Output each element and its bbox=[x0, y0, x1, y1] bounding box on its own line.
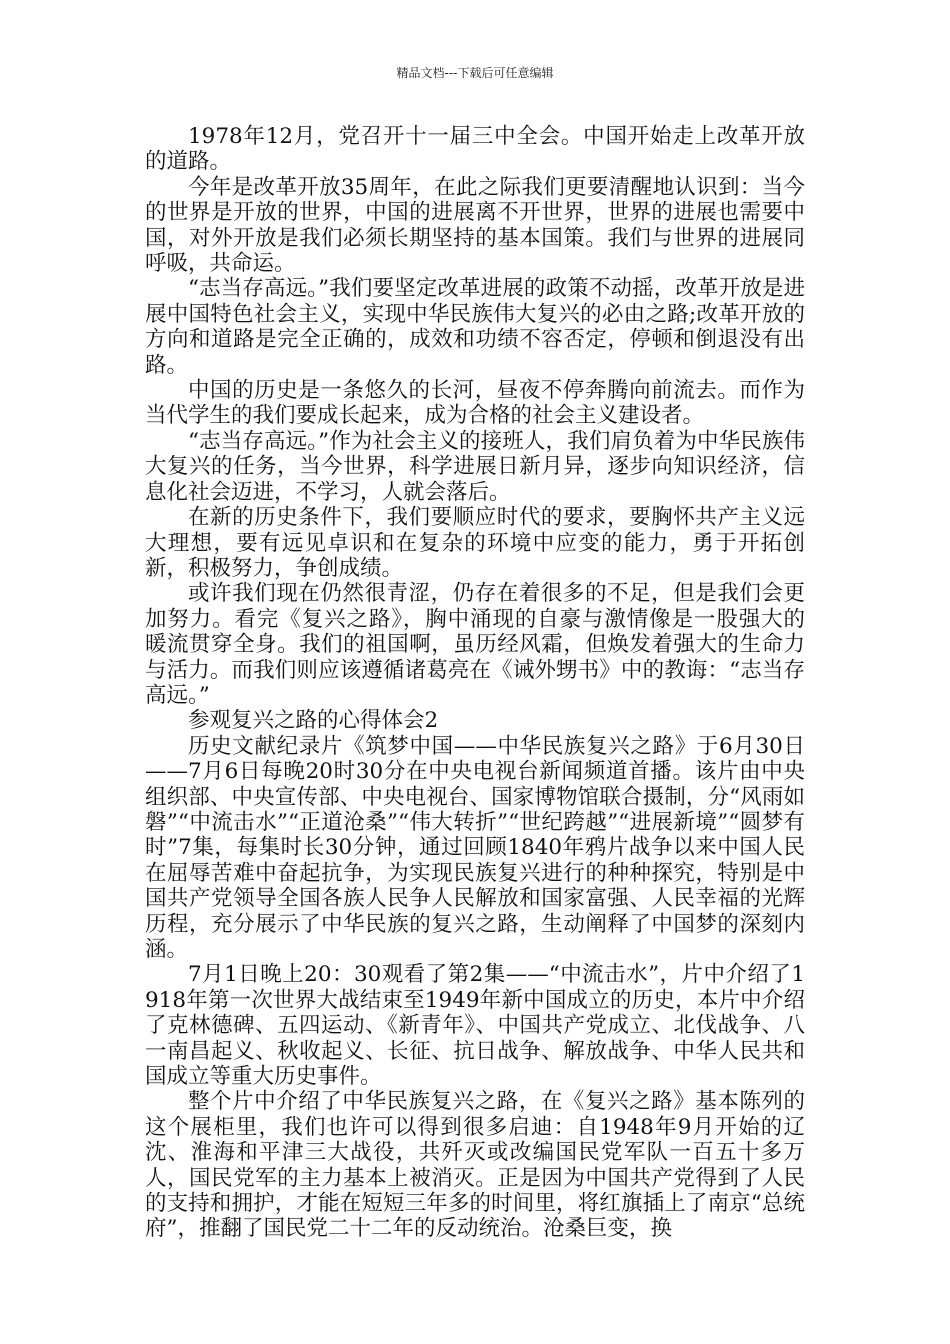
paragraph: “志当存高远。”我们要坚定改革进展的政策不动摇，改革开放是进展中国特色社会主义，实现中华民族伟大复兴的必由之路;改革开放的方向和道路是完全正确的，成效和功绩不容否定，停顿和倒退没有出路。 bbox=[145, 276, 805, 378]
section-heading: 参观复兴之路的心得体会2 bbox=[188, 708, 439, 734]
paragraph: 中国的历史是一条悠久的长河，昼夜不停奔腾向前流去。而作为当代学生的我们要成长起来，成为合格的社会主义建设者。 bbox=[145, 378, 805, 429]
document-body bbox=[145, 124, 805, 1242]
paragraph: “志当存高远。”作为社会主义的接班人，我们肩负着为中华民族伟大复兴的任务，当今世界，科学进展日新月异，逐步向知识经济，信息化社会迈进，不学习，人就会落后。 bbox=[145, 428, 805, 505]
paragraph: 1978年12月，党召开十一届三中全会。中国开始走上改革开放的道路。 bbox=[145, 124, 805, 175]
paragraph: 今年是改革开放35周年，在此之际我们更要清醒地认识到：当今的世界是开放的世界，中国的进展离不开世界，世界的进展也需要中国，对外开放是我们必须长期坚持的基本国策。我们与世界的进展同呼吸，共命运。 bbox=[145, 174, 805, 277]
paragraph: 在新的历史条件下，我们要顺应时代的要求，要胸怀共产主义远大理想，要有远见卓识和在复杂的环境中应变的能力，勇于开拓创新，积极努力，争创成绩。 bbox=[145, 505, 805, 581]
page-header: 精品文档---下载后可任意编辑 bbox=[396, 66, 554, 80]
paragraph: 7月1日晚上20：30观看了第2集——“中流击水”，片中介绍了1918年第一次世界大战结束至1949年新中国成立的历史，本片中介绍了克林德碑、五四运动、《新青年》、中国共产党成立、北伐战争、八一南昌起义、秋收起义、长征、抗日战争、解放战争、中华人民共和国成立等重大历史事件。 bbox=[145, 962, 805, 1090]
paragraph: 整个片中介绍了中华民族复兴之路，在《复兴之路》基本陈列的这个展柜里，我们也许可以得到很多启迪：自1948年9月开始的辽沈、淮海和平津三大战役，共歼灭或改编国民党军队一百五十多万人，国民党军的主力基本上被消灭。正是因为中国共产党得到了人民的支持和拥护，才能在短短三年多的时间里，将红旗插上了南京“总统府”，推翻了国民党二十二年的反动统治。沧桑巨变，换 bbox=[145, 1089, 805, 1242]
paragraph: 历史文献纪录片《筑梦中国——中华民族复兴之路》于6月30日——7月6日每晚20时30分在中央电视台新闻频道首播。该片由中央组织部、中央宣传部、中央电视台、国家博物馆联合摄制，分“风雨如磐”“中流击水”“正道沧桑”“伟大转折”“世纪跨越”“进展新境”“圆梦有时”7集，每集时长30分钟，通过回顾1840年鸦片战争以来中国人民在屈辱苦难中奋起抗争，为实现民族复兴进行的种种探究，特别是中国共产党领导全国各族人民争人民解放和国家富强、人民幸福的光辉历程，充分展示了中华民族的复兴之路，生动阐释了中国梦的深刻内涵。 bbox=[145, 733, 805, 962]
paragraph: 或许我们现在仍然很青涩，仍存在着很多的不足，但是我们会更加努力。看完《复兴之路》，胸中涌现的自豪与激情像是一股强大的 暖流贯穿全身。我们的祖国啊，虽历经风霜，但焕发着强大的生命力与活力。而我们则应该遵循诸葛亮在《诫外甥书》中的教诲：“志当存高远。” bbox=[145, 581, 805, 708]
